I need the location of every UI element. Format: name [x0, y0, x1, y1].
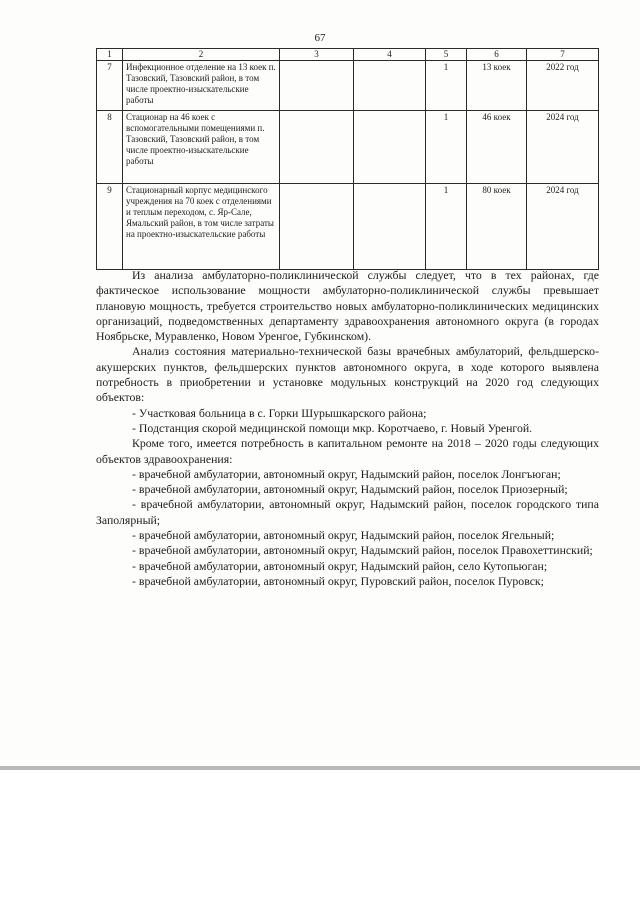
col-header: 4 — [354, 49, 426, 61]
cell — [280, 61, 354, 111]
cell — [354, 184, 426, 270]
paragraph: - Участковая больница в с. Горки Шурышкарского района; — [132, 405, 427, 420]
list-item: - врачебной амбулатории, автономный округ, Надымский район, поселок Ягельный; — [132, 528, 555, 543]
paragraph: - Подстанция скорой медицинской помощи мкр. Коротчаево, г. Новый Уренгой. — [132, 420, 533, 435]
page-edge — [0, 766, 640, 770]
list-item: - врачебной амбулатории, автономный округ, Надымский район, поселок городского типа Заполярный; — [96, 497, 599, 527]
list-item: - врачебной амбулатории, автономный округ, Надымский район, поселок Лонгъюган; — [132, 466, 561, 481]
cell — [280, 184, 354, 270]
cell-count: 1 — [426, 184, 467, 270]
list-item: - врачебной амбулатории, автономный округ, Надымский район, село Кутопьюган; — [132, 558, 548, 573]
body-text — [96, 268, 599, 589]
cell — [354, 61, 426, 111]
paragraph: Из анализа амбулаторно-поликлинической службы следует, что в тех районах, где фактическое использование мощности амбулаторно-поликлинической службы превышает плановую мощность, требуется строительство новых амбулаторно-поликлинических медицинских организаций, подведомственных департаменту здравоохранения автономного округа (в городах Ноябрьске, Муравленко, Новом Уренгое, Губкинском). — [96, 268, 599, 344]
row-number: 8 — [97, 111, 123, 184]
paragraph: Анализ состояния материально-технической базы врачебных амбулаторий, фельдшерско-акушерских пунктов, фельдшерских пунктов автономного округа, в ходе которого выявлена потребность в приобретении и установке модульных конструкций на 2020 год следующих объектов: — [96, 344, 599, 405]
list-item: - врачебной амбулатории, автономный округ, Надымский район, поселок Правохеттинский; — [132, 543, 593, 558]
cell-capacity: 80 коек — [467, 184, 527, 270]
object-name: Инфекционное отделение на 13 коек п. Тазовский, Тазовский район, в том числе проектно-изыскательские работы — [123, 61, 280, 111]
row-number: 9 — [97, 184, 123, 270]
col-header: 1 — [97, 49, 123, 61]
object-name: Стационар на 46 коек с вспомогательными помещениями п. Тазовский, Тазовский район, в том числе проектно-изыскательские работы — [123, 111, 280, 184]
col-header: 7 — [527, 49, 599, 61]
table-row — [97, 184, 599, 270]
table-header-row — [97, 49, 599, 61]
list-item: - врачебной амбулатории, автономный округ, Пуровский район, поселок Пуровск; — [132, 573, 544, 588]
cell-count: 1 — [426, 61, 467, 111]
col-header: 2 — [123, 49, 280, 61]
col-header: 3 — [280, 49, 354, 61]
paragraph: Кроме того, имеется потребность в капитальном ремонте на 2018 – 2020 годы следующих объектов здравоохранения: — [96, 436, 599, 466]
row-number: 7 — [97, 61, 123, 111]
cell — [354, 111, 426, 184]
page-number: 67 — [314, 32, 326, 44]
object-name: Стационарный корпус медицинского учреждения на 70 коек с отделениями и теплым переходом, с. Яр-Сале, Ямальский район, в том числе затраты на проектно-изыскательские работы — [123, 184, 280, 270]
table-row — [97, 61, 599, 111]
cell — [280, 111, 354, 184]
col-header: 5 — [426, 49, 467, 61]
cell-count: 1 — [426, 111, 467, 184]
objects-table — [96, 48, 599, 270]
cell-capacity: 46 коек — [467, 111, 527, 184]
list-item: - врачебной амбулатории, автономный округ, Надымский район, поселок Приозерный; — [132, 482, 568, 497]
cell-year: 2024 год — [527, 184, 599, 270]
cell-year: 2024 год — [527, 111, 599, 184]
col-header: 6 — [467, 49, 527, 61]
cell-capacity: 13 коек — [467, 61, 527, 111]
cell-year: 2022 год — [527, 61, 599, 111]
table-row — [97, 111, 599, 184]
